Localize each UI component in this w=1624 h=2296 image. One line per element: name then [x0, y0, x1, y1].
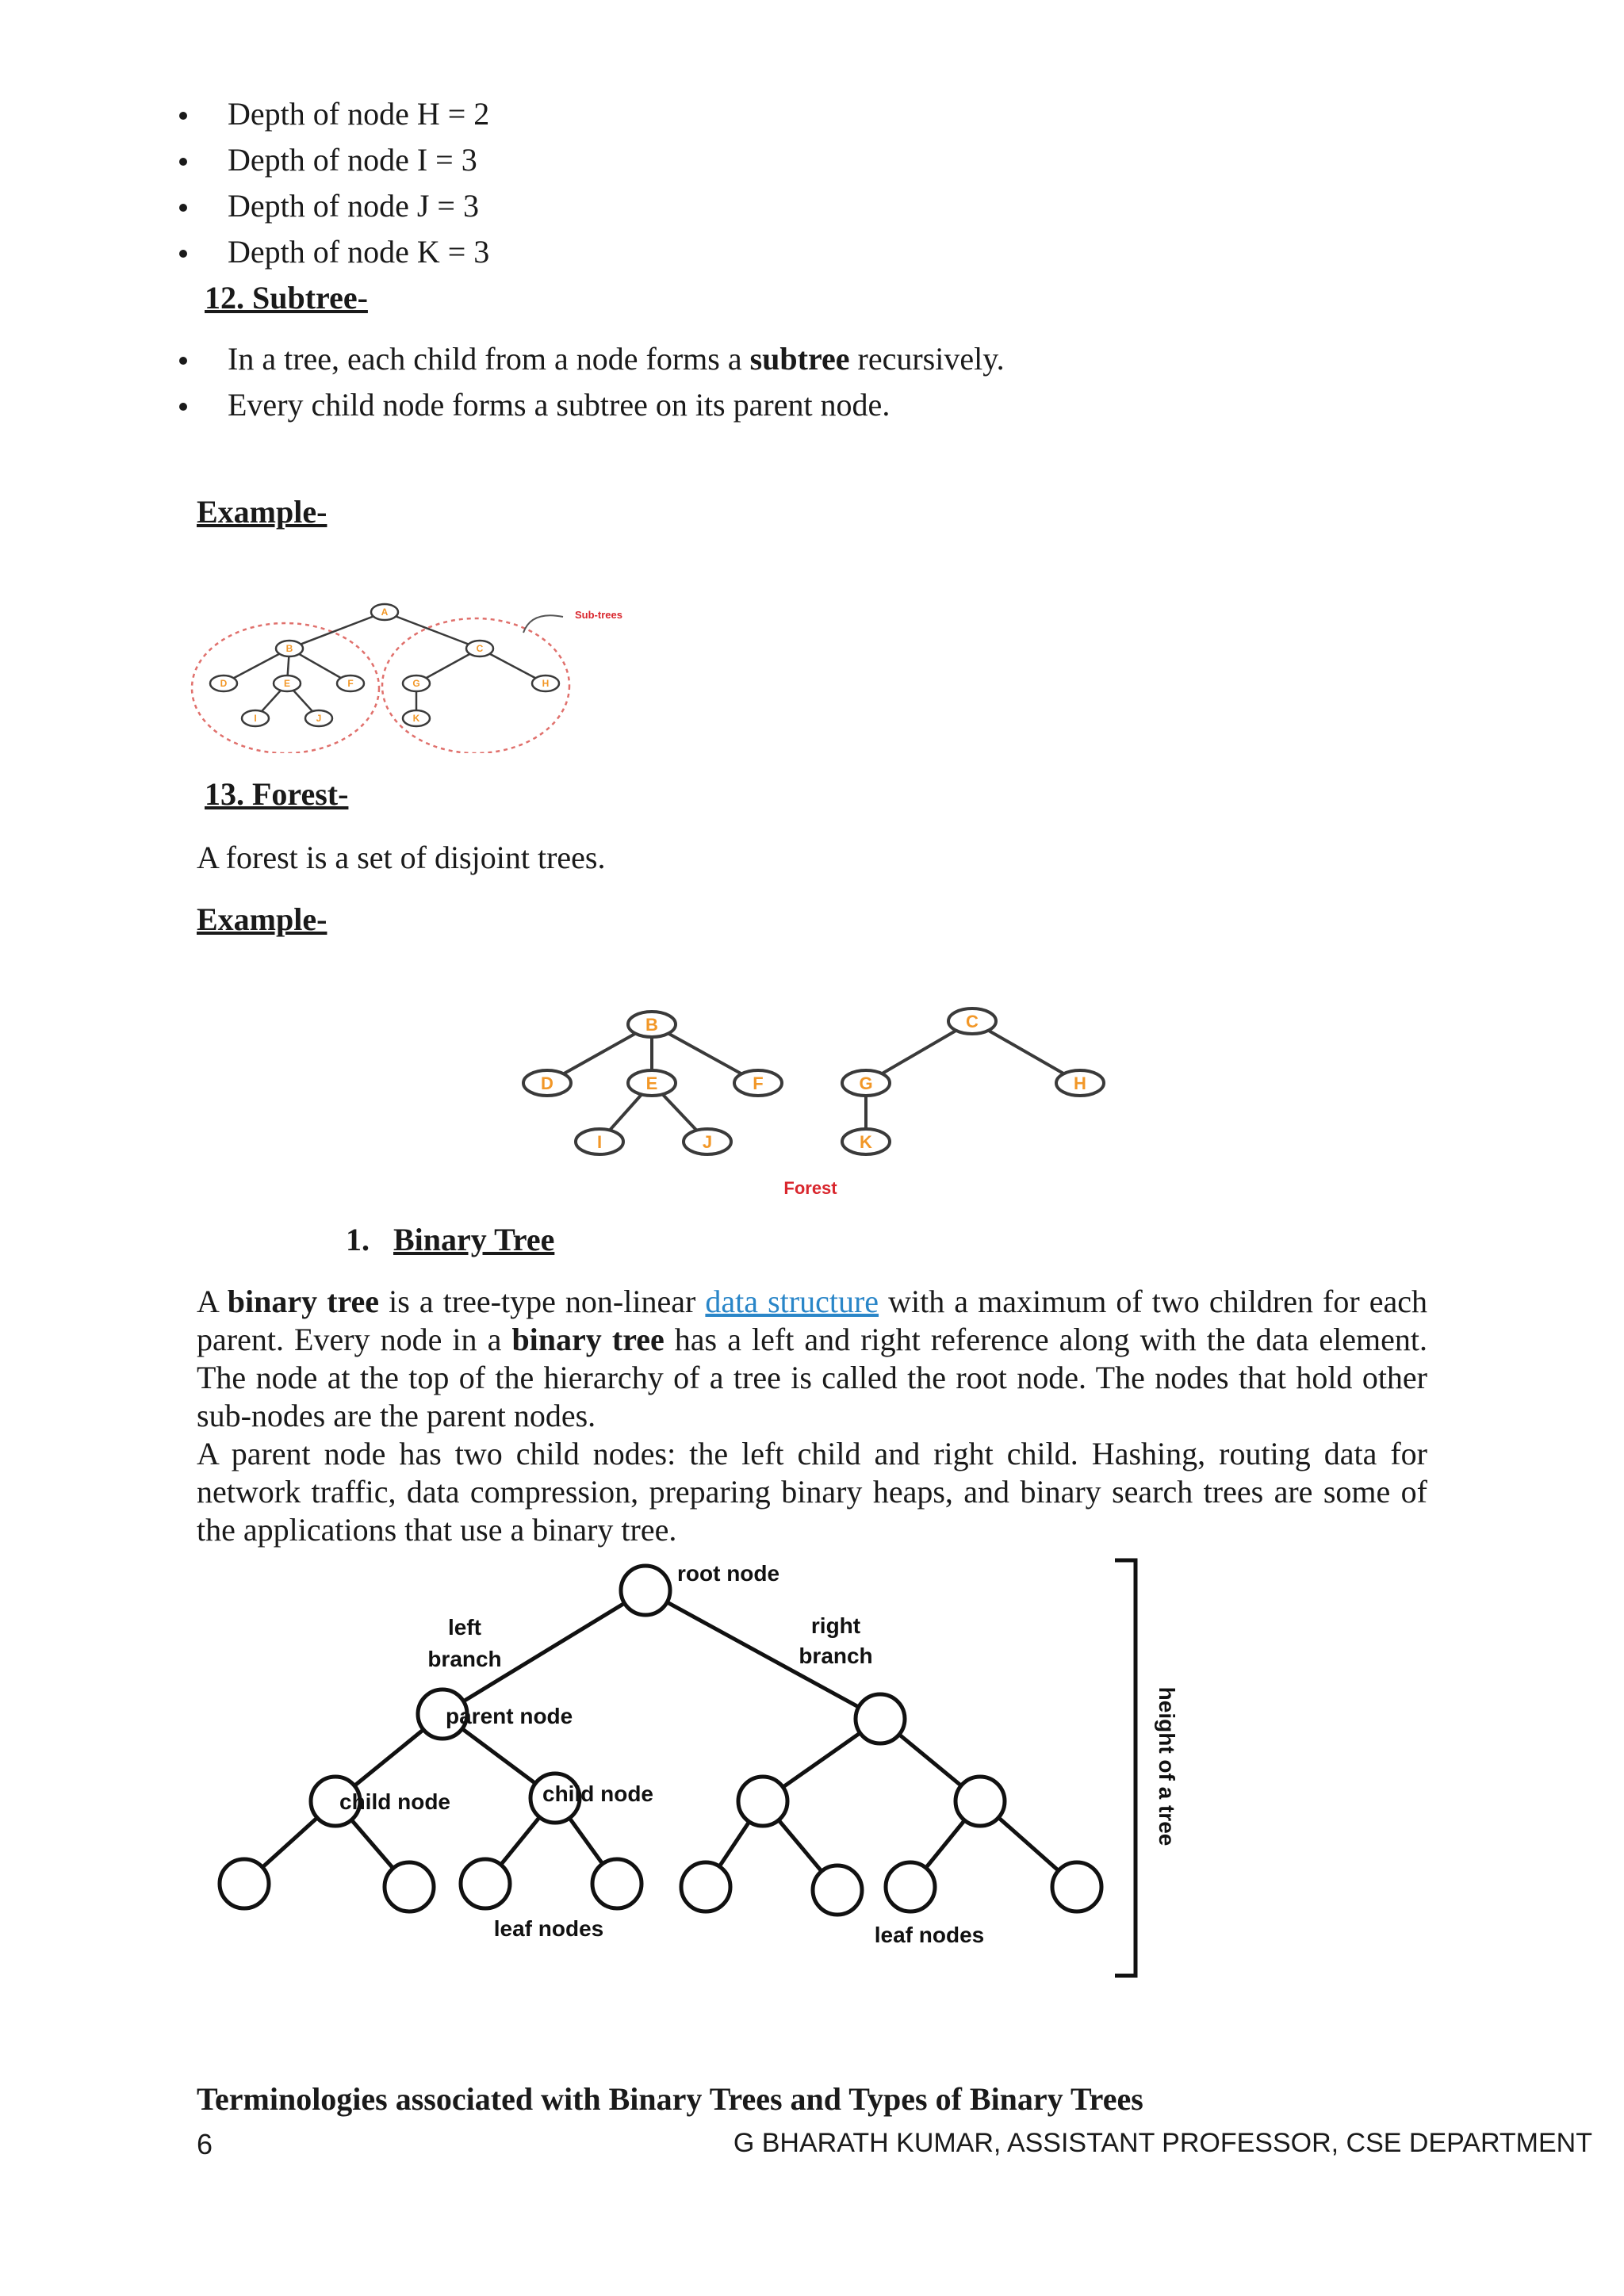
subtree-bullet-1-end: recursively.	[849, 341, 1005, 377]
subtree-diagram	[190, 595, 658, 753]
depth-list	[176, 91, 489, 275]
leaf-nodes-label-left: leaf nodes	[493, 1916, 604, 1941]
forest-caption: Forest	[783, 1178, 837, 1198]
child-node-label-right: child node	[542, 1781, 653, 1806]
forest-definition: A forest is a set of disjoint trees.	[197, 840, 606, 875]
subtree-annotation: Sub-trees	[575, 609, 622, 621]
subtree-node-j: J	[316, 713, 322, 724]
page-number: 6	[197, 2128, 213, 2160]
forest-node-d: D	[541, 1073, 553, 1093]
forest-node-e: E	[645, 1073, 658, 1093]
p1-text-b: is a tree-type non-linear	[379, 1284, 706, 1319]
forest-heading: 13. Forest-	[205, 776, 349, 812]
subtree-node-a: A	[381, 607, 389, 618]
subtree-node-f: F	[347, 678, 354, 689]
forest-node-j: J	[702, 1132, 713, 1152]
subtree-list	[176, 336, 1005, 428]
right-branch-label-2: branch	[799, 1644, 873, 1668]
binary-tree-heading	[346, 1221, 554, 1258]
forest-example-label: Example-	[197, 901, 327, 937]
forest-diagram	[508, 999, 1126, 1205]
right-branch-label-1: right	[810, 1613, 861, 1638]
subtree-heading: 12. Subtree-	[205, 280, 368, 316]
p1-text-c: with a maximum of two children for each parent. Every node in a	[197, 1284, 1427, 1357]
forest-node-c: C	[966, 1012, 979, 1031]
binary-tree-paragraph-1	[197, 1283, 1427, 1435]
subtree-bold-term: subtree	[749, 341, 850, 377]
depth-item-i: Depth of node I = 3	[176, 137, 489, 183]
forest-node-k: K	[860, 1132, 872, 1152]
subtree-node-d: D	[220, 678, 228, 689]
depth-item-h: Depth of node H = 2	[176, 91, 489, 137]
forest-node-h: H	[1074, 1073, 1086, 1093]
forest-node-f: F	[753, 1073, 764, 1093]
height-bracket	[1115, 1560, 1136, 1976]
subtree-node-c: C	[476, 643, 484, 654]
depth-item-j: Depth of node J = 3	[176, 183, 489, 229]
subtree-node-k: K	[412, 713, 420, 724]
subtree-node-i: I	[254, 713, 257, 724]
depth-item-k: Depth of node K = 3	[176, 229, 489, 275]
height-of-tree-label: height of a tree	[1155, 1686, 1179, 1846]
p1-bold-binary-tree-1: binary tree	[227, 1284, 380, 1319]
left-branch-label-1: left	[448, 1615, 481, 1640]
subtree-bullet-1-text: In a tree, each child from a node forms a	[228, 341, 750, 377]
subtree-example-label: Example-	[197, 494, 327, 530]
root-node-label: root node	[677, 1561, 780, 1586]
terminology-heading: Terminologies associated with Binary Trees and Types of Binary Trees	[197, 2081, 1143, 2117]
subtree-bullet-1	[176, 336, 1005, 382]
data-structure-link[interactable]: data structure	[705, 1284, 879, 1319]
footer-author: G BHARATH KUMAR, ASSISTANT PROFESSOR, CSE DEPARTMENT	[733, 2128, 1592, 2158]
subtree-node-b: B	[285, 643, 293, 654]
subtree-node-h: H	[542, 678, 550, 689]
p1-text-d: has a left and right reference along with the data element. The node at the top of the hierarchy of a tree is called the root node. The nodes that hold other sub-nodes are the parent nodes.	[197, 1322, 1427, 1433]
left-branch-label-2: branch	[427, 1647, 502, 1671]
leaf-nodes-label-right: leaf nodes	[874, 1923, 985, 1947]
subtree-node-e: E	[283, 678, 291, 689]
binary-tree-heading-text: Binary Tree	[393, 1222, 555, 1257]
subtree-node-g: G	[412, 678, 420, 689]
p1-text-a: A	[197, 1284, 228, 1319]
p1-bold-binary-tree-2: binary tree	[511, 1322, 665, 1357]
child-node-label-left: child node	[339, 1789, 450, 1814]
subtree-bullet-2: Every child node forms a subtree on its parent node.	[176, 382, 1005, 428]
forest-node-g: G	[859, 1073, 873, 1093]
forest-node-b: B	[645, 1015, 658, 1035]
binary-tree-heading-number: 1.	[346, 1222, 370, 1257]
forest-node-i: I	[596, 1132, 603, 1152]
binary-tree-paragraph-2: A parent node has two child nodes: the left child and right child. Hashing, routing data for network traffic, data compression, preparing binary heaps, and binary search trees are some of the applications that use a binary tree.	[197, 1436, 1427, 1548]
binary-tree-diagram	[197, 1546, 1196, 1990]
parent-node-label: parent node	[446, 1704, 573, 1728]
